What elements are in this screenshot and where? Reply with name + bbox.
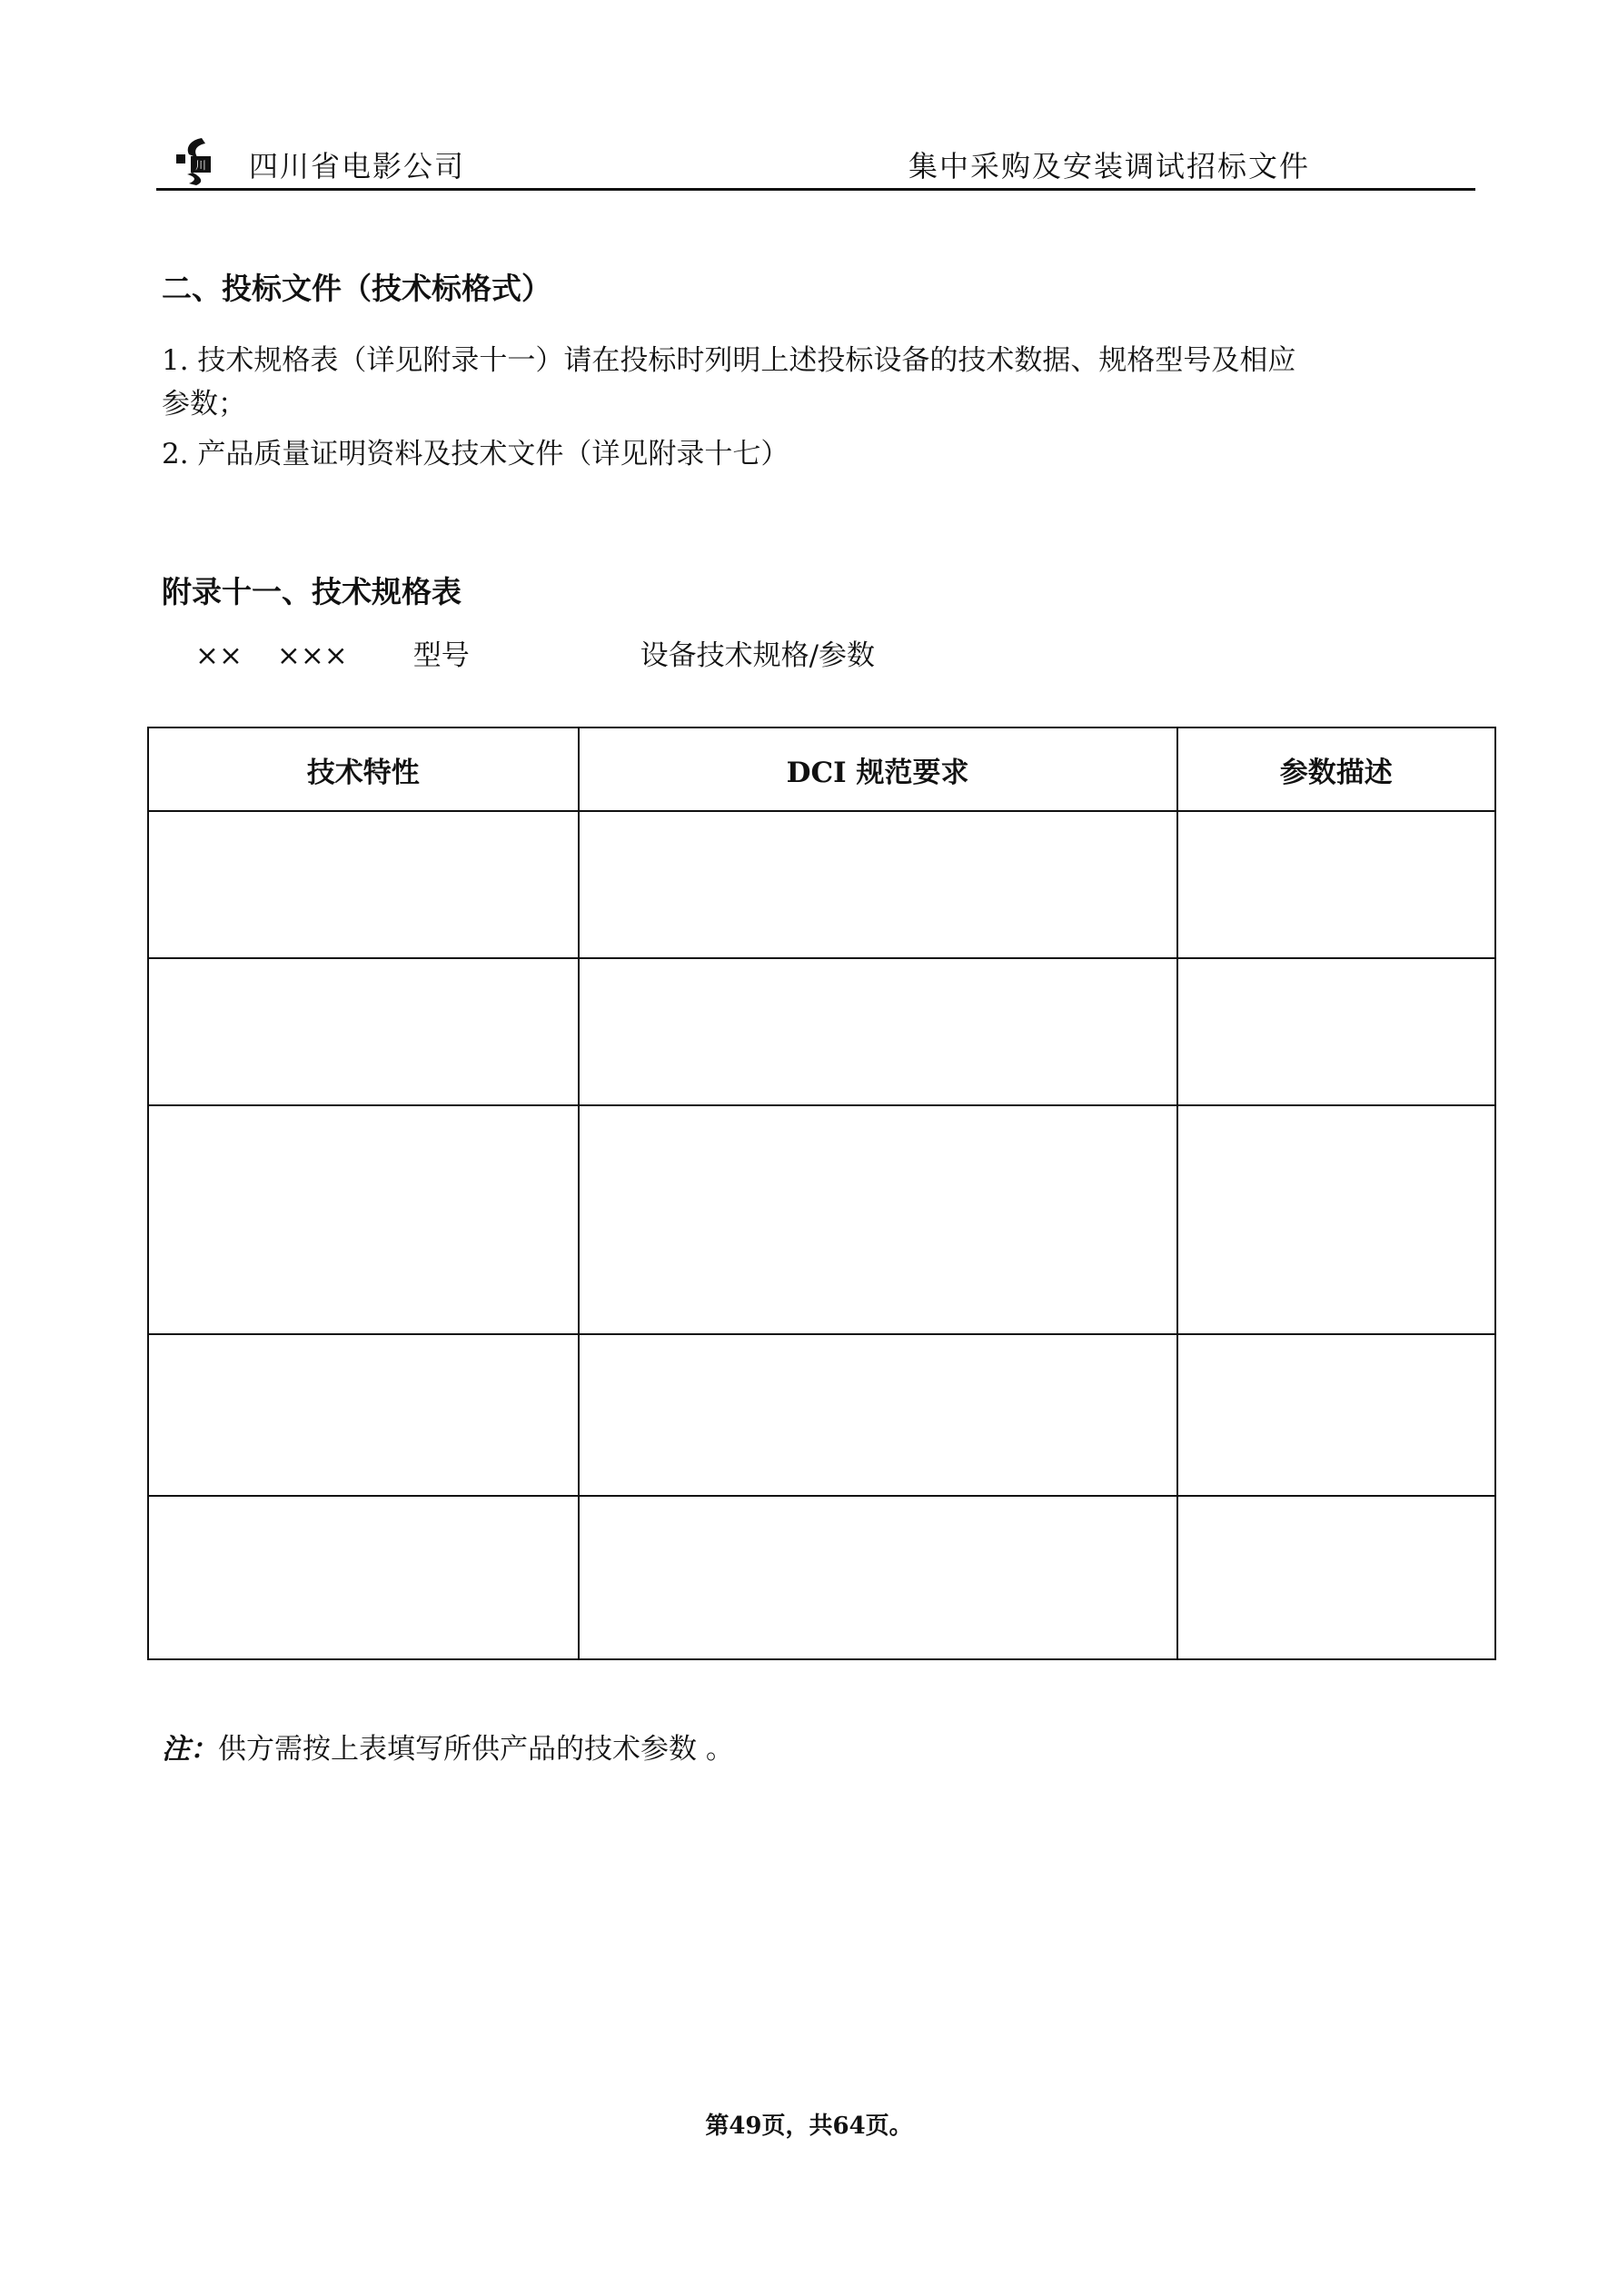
model-line: [195, 632, 875, 673]
table-cell[interactable]: [148, 1334, 579, 1496]
table-cell[interactable]: [1177, 1105, 1496, 1334]
page-number: 第49页，共64页。: [705, 2113, 913, 2140]
table-row: [148, 811, 1495, 958]
table-cell[interactable]: [579, 811, 1177, 958]
table-header-row: [148, 727, 1495, 811]
model-placeholder-1: ××: [195, 639, 243, 672]
svg-text:川: 川: [194, 159, 207, 172]
header-tech-feature: 技术特性: [148, 727, 579, 811]
section-title: 二、投标文件（技术标格式）: [162, 271, 551, 306]
table-cell[interactable]: [579, 958, 1177, 1105]
table-cell[interactable]: [1177, 1496, 1496, 1659]
header-param-description: 参数描述: [1177, 727, 1496, 811]
appendix-title: 附录十一、技术规格表: [162, 574, 462, 609]
table-cell[interactable]: [1177, 958, 1496, 1105]
table-cell[interactable]: [148, 1496, 579, 1659]
header-dci-requirement: DCI 规范要求: [579, 727, 1177, 811]
table-cell[interactable]: [148, 811, 579, 958]
company-name: 四川省电影公司: [249, 149, 466, 183]
table-cell[interactable]: [148, 958, 579, 1105]
header-divider: [156, 188, 1475, 191]
table-cell[interactable]: [148, 1105, 579, 1334]
model-placeholder-2: ×××: [276, 639, 348, 672]
table-cell[interactable]: [1177, 811, 1496, 958]
table-row: [148, 1105, 1495, 1334]
instruction-item-1-continued: 参数；: [162, 388, 246, 421]
document-title: 集中采购及安装调试招标文件: [908, 149, 1310, 183]
table-cell[interactable]: [579, 1105, 1177, 1334]
instruction-item-2: 2. 产品质量证明资料及技术文件（详见附录十七）: [162, 438, 789, 470]
spec-label: 设备技术规格/参数: [640, 639, 876, 672]
instruction-item-1: 1. 技术规格表（详见附录十一）请在投标时列明上述投标设备的技术数据、规格型号及相应: [162, 344, 1296, 377]
table-row: [148, 1334, 1495, 1496]
table-note: [162, 1726, 734, 1767]
spec-table: [147, 727, 1496, 1660]
table-row: [148, 958, 1495, 1105]
company-logo-icon: [174, 136, 220, 187]
table-cell[interactable]: [579, 1334, 1177, 1496]
note-text: 供方需按上表填写所供产品的技术参数 。: [218, 1733, 734, 1766]
table-cell[interactable]: [1177, 1334, 1496, 1496]
table-row: [148, 1496, 1495, 1659]
table-cell[interactable]: [579, 1496, 1177, 1659]
model-label: 型号: [412, 639, 470, 672]
note-label: 注：: [162, 1733, 218, 1766]
page-header: [156, 136, 1474, 191]
